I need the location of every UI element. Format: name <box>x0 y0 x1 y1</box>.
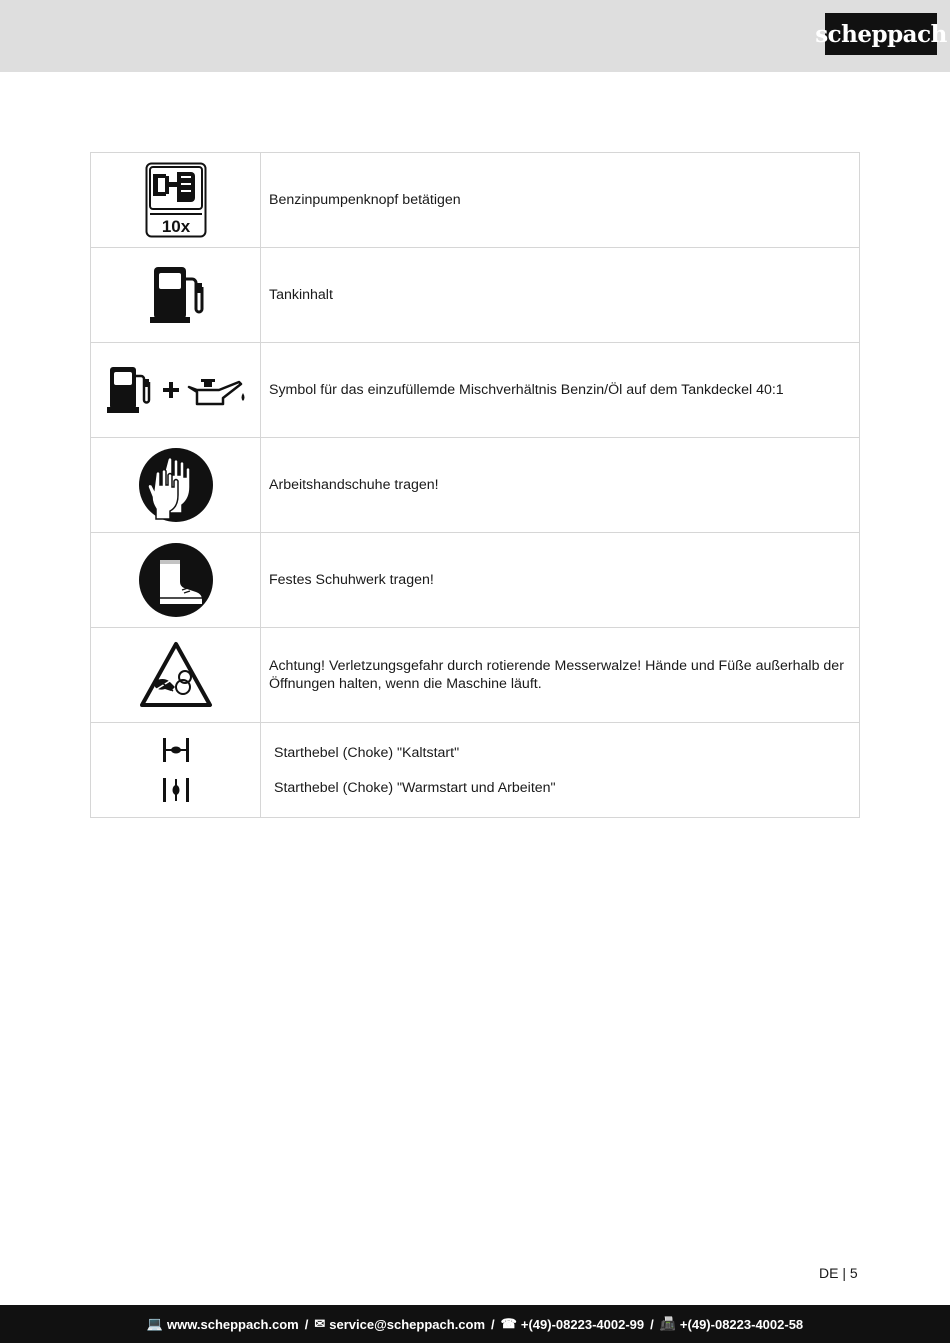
page-separator: | <box>842 1265 846 1281</box>
symbol-description: Festes Schuhwerk tragen! <box>261 533 860 628</box>
language-code: DE <box>819 1265 839 1281</box>
footer-separator: / <box>304 1316 309 1332</box>
fuel-plus-oil-icon <box>105 365 247 415</box>
symbol-description <box>261 723 860 818</box>
icon-cell <box>91 153 261 248</box>
fuel-station-icon <box>107 367 149 413</box>
page-number <box>819 1265 858 1281</box>
rotating-blade-warning-icon <box>139 641 213 709</box>
brand-logo: scheppach <box>825 13 937 55</box>
table-row <box>91 438 860 533</box>
header-band <box>0 0 950 72</box>
fax-icon: 📠 <box>659 1316 676 1331</box>
oil-can-icon <box>189 379 245 404</box>
footer-bar <box>0 1305 950 1343</box>
choke-cold-start-icon <box>161 737 191 763</box>
table-row <box>91 533 860 628</box>
symbol-table <box>90 152 860 818</box>
symbol-description: Achtung! Verletzungsgefahr durch rotierende Messerwalze! Hände und Füße außerhalb der Öffnungen halten, wenn die Maschine läuft. <box>261 628 860 723</box>
table-row <box>91 248 860 343</box>
icon-cell <box>91 248 261 343</box>
page-number-value: 5 <box>849 1265 858 1281</box>
choke-icon-group <box>91 737 260 803</box>
symbol-description: Benzinpumpenknopf betätigen <box>261 153 860 248</box>
press-count-label: 10x <box>161 217 190 236</box>
mail-icon: ✉ <box>314 1316 326 1331</box>
icon-cell <box>91 438 261 533</box>
fuel-station-icon <box>148 265 204 325</box>
table-row <box>91 153 860 248</box>
boot-icon <box>138 542 214 618</box>
choke-warm-start-icon <box>161 777 191 803</box>
icon-cell <box>91 343 261 438</box>
table-row <box>91 723 860 818</box>
icon-cell <box>91 628 261 723</box>
gloves-icon <box>138 447 214 523</box>
fuel-pump-button-icon <box>145 162 207 238</box>
choke-warm-start-text: Starthebel (Choke) "Warmstart und Arbeiten" <box>274 779 556 796</box>
email-link[interactable]: service@scheppach.com <box>329 1316 486 1332</box>
phone-icon: ☎ <box>500 1316 517 1331</box>
icon-cell <box>91 723 261 818</box>
website-link[interactable]: www.scheppach.com <box>167 1316 299 1332</box>
footer-separator: / <box>650 1316 654 1332</box>
table-row <box>91 628 860 723</box>
symbol-description: Symbol für das einzufüllemde Mischverhältnis Benzin/Öl auf dem Tankdeckel 40:1 <box>261 343 860 438</box>
icon-cell <box>91 533 261 628</box>
plus-icon <box>163 382 179 398</box>
phone-number: +(49)-08223-4002-99 <box>520 1316 645 1332</box>
footer-separator: / <box>491 1316 495 1332</box>
fax-number: +(49)-08223-4002-58 <box>679 1316 804 1332</box>
table-row <box>91 343 860 438</box>
choke-cold-start-text: Starthebel (Choke) "Kaltstart" <box>274 744 460 761</box>
laptop-icon: 💻 <box>146 1316 164 1331</box>
symbol-description: Tankinhalt <box>261 248 860 343</box>
symbol-description: Arbeitshandschuhe tragen! <box>261 438 860 533</box>
